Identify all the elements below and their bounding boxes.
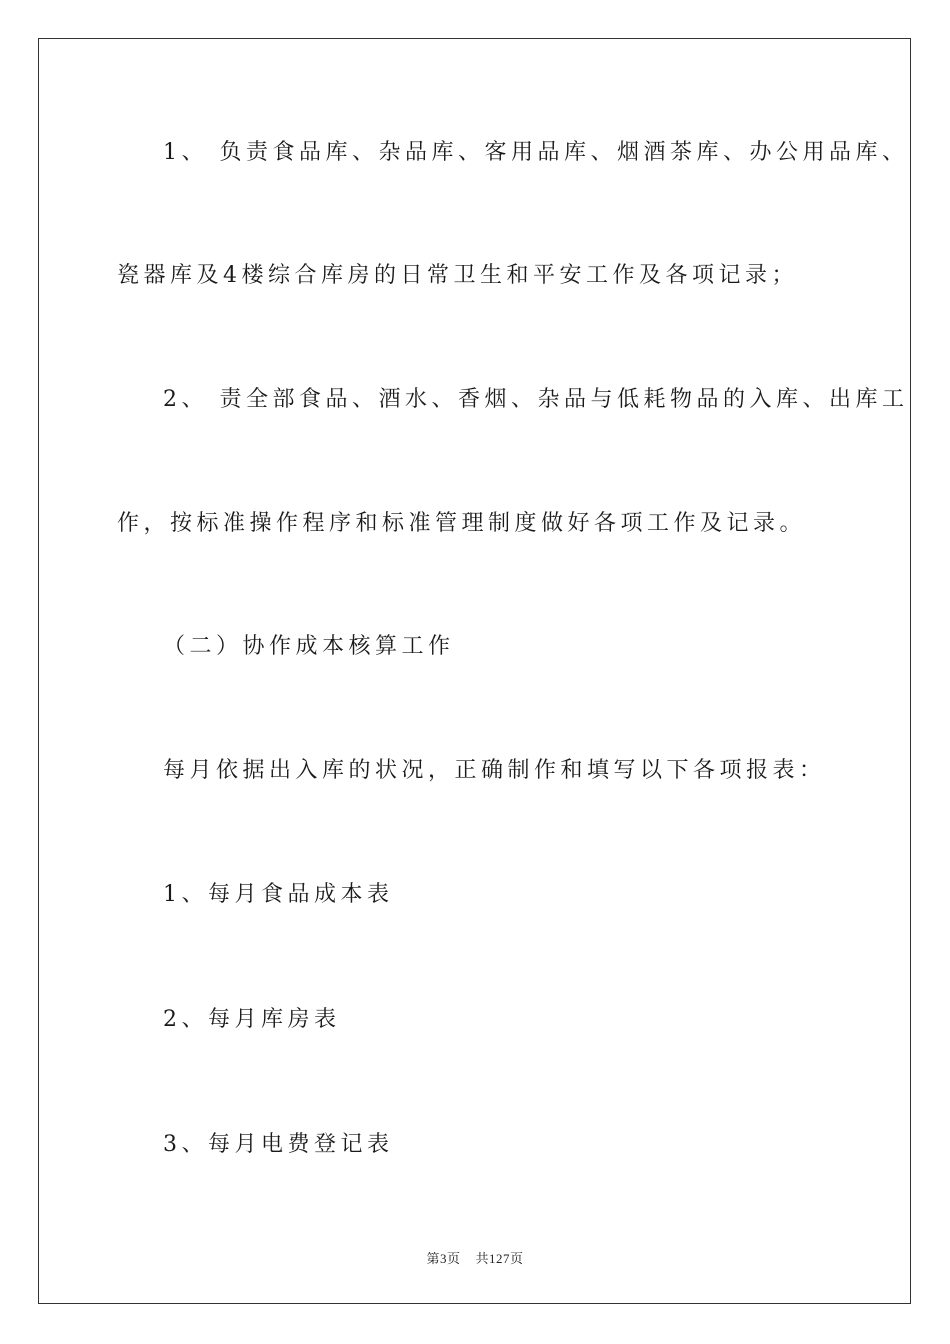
list-item-3: 3、每月电费登记表: [163, 1132, 394, 1157]
paragraph-2-line-1: 2、 责全部食品、酒水、香烟、杂品与低耗物品的入库、出库工: [163, 387, 909, 412]
list-item-1: 1、每月食品成本表: [163, 882, 394, 907]
page-footer: [0, 1248, 950, 1267]
paragraph-1-line-2: 瓷器库及4楼综合库房的日常卫生和平安工作及各项记录；: [117, 263, 798, 288]
total-pages: 共127页: [475, 1251, 524, 1266]
paragraph-1-line-1: 1、 负责食品库、杂品库、客用品库、烟酒茶库、办公用品库、: [163, 140, 909, 165]
list-item-2: 2、每月库房表: [163, 1007, 341, 1032]
page-border: [38, 38, 911, 1304]
section-heading: （二）协作成本核算工作: [163, 634, 455, 659]
paragraph-2-line-2: 作，按标准操作程序和标准管理制度做好各项工作及记录。: [117, 511, 807, 536]
page-number: 第3页: [426, 1251, 461, 1266]
paragraph-intro: 每月依据出入库的状况，正确制作和填写以下各项报表：: [163, 758, 826, 783]
